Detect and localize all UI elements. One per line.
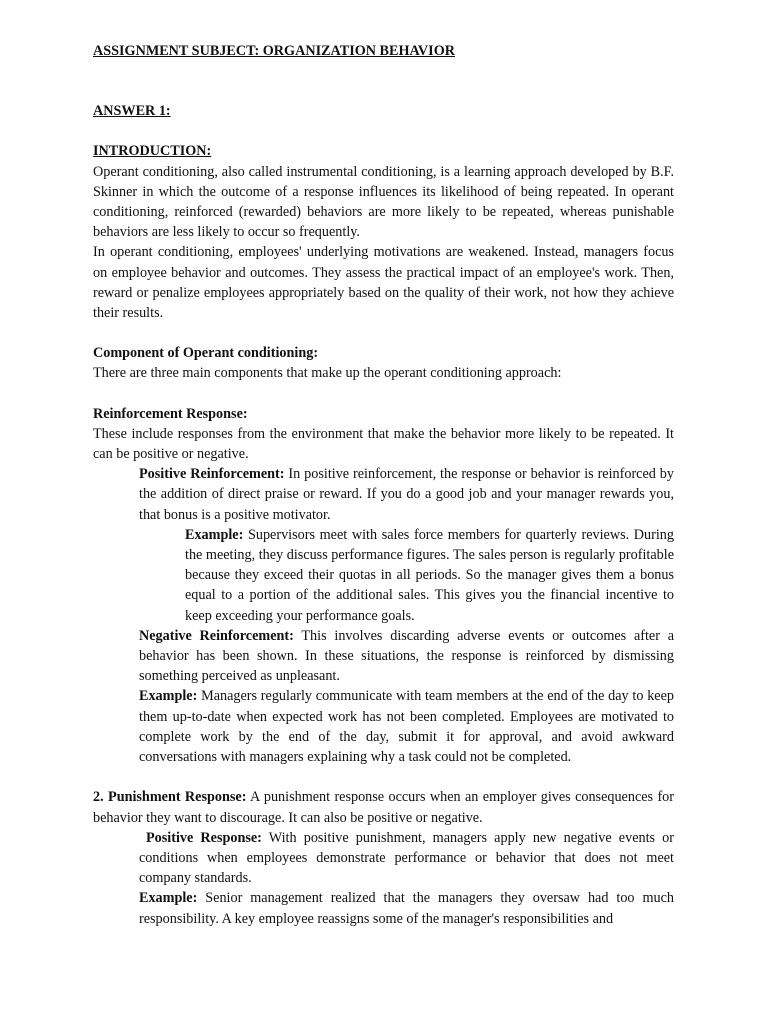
- punishment-text: A punishment response occurs when an employer gives consequences for behavior they want to discourage. It can also be positive or negative.: [93, 789, 674, 826]
- example-1-paragraph: [185, 525, 674, 626]
- example-2-text: Managers regularly communicate with team members at the end of the day to keep them up-to-date when expected work has not been completed. Employees are motivated to complete work by the end of the day, submit it for approval, and avoid awkward conversations with managers explaining why a task could not be completed.: [139, 688, 674, 766]
- intro-paragraph-2: In operant conditioning, employees' underlying motivations are weakened. Instead, managers focus on employee behavior and outcomes. They assess the practical impact of an employee's work. Then, reward or penalize employees appropriately based on the quality of their work, not how they achieve their results.: [93, 244, 674, 322]
- introduction-heading: INTRODUCTION:: [93, 143, 212, 160]
- reinforcement-heading: Reinforcement Response:: [93, 405, 248, 422]
- positive-reinforcement-paragraph: [139, 464, 674, 525]
- negative-reinforcement-label: Negative Reinforcement:: [139, 627, 294, 644]
- example-1-label: Example:: [185, 526, 244, 543]
- example-2-paragraph: [139, 686, 674, 767]
- positive-response-text: With positive punishment, managers apply new negative events or conditions when employees demonstrate performance or behavior that does not meet company standards.: [139, 829, 674, 887]
- negative-reinforcement-text: This involves discarding adverse events or outcomes after a behavior has been shown. In these situations, the response is reinforced by dismissing something perceived as unpleasant.: [139, 627, 675, 685]
- negative-reinforcement-paragraph: [139, 626, 674, 687]
- positive-reinforcement-text: In positive reinforcement, the response or behavior is reinforced by the addition of direct praise or reward. If you do a good job and your manager rewards you, that bonus is a positive motivator.: [139, 466, 674, 523]
- intro-paragraph-1: Operant conditioning, also called instrumental conditioning, is a learning approach developed by B.F. Skinner in which the outcome of a response influences its likelihood of being repeated. In operant conditioning, reinforced (rewarded) behaviors are more likely to be repeated, whereas punishable behaviors are less likely to occur so frequently.: [93, 163, 674, 241]
- answer-heading: ANSWER 1:: [93, 103, 171, 120]
- component-heading: Component of Operant conditioning:: [93, 345, 319, 362]
- positive-reinforcement-label: Positive Reinforcement:: [139, 466, 285, 483]
- example-3-text: Senior management realized that the managers they oversaw had too much responsibility. A key employee reassigns some of the manager's responsibilities and: [139, 890, 674, 927]
- reinforcement-paragraph: These include responses from the environment that make the behavior more likely to be repeated. It can be positive or negative.: [93, 425, 674, 463]
- document-title: ASSIGNMENT SUBJECT: ORGANIZATION BEHAVIOR: [93, 43, 455, 59]
- example-2-label: Example:: [139, 688, 198, 705]
- positive-response-paragraph: [139, 828, 674, 889]
- example-1-text: Supervisors meet with sales force members for quarterly reviews. During the meeting, they discuss performance figures. The sales person is regularly profitable because they exceed their quotas in all periods. So the manager gives them a bonus equal to a portion of the additional sales. This gives you the financial incentive to keep exceeding your performance goals.: [185, 526, 674, 624]
- example-3-label: Example:: [139, 890, 198, 907]
- component-paragraph: There are three main components that make up the operant conditioning approach:: [93, 365, 562, 382]
- punishment-label: 2. Punishment Response:: [93, 789, 247, 806]
- document-page: [93, 41, 674, 929]
- example-3-paragraph: [139, 888, 674, 928]
- positive-response-label: Positive Response:: [146, 829, 262, 846]
- punishment-paragraph: [93, 787, 674, 827]
